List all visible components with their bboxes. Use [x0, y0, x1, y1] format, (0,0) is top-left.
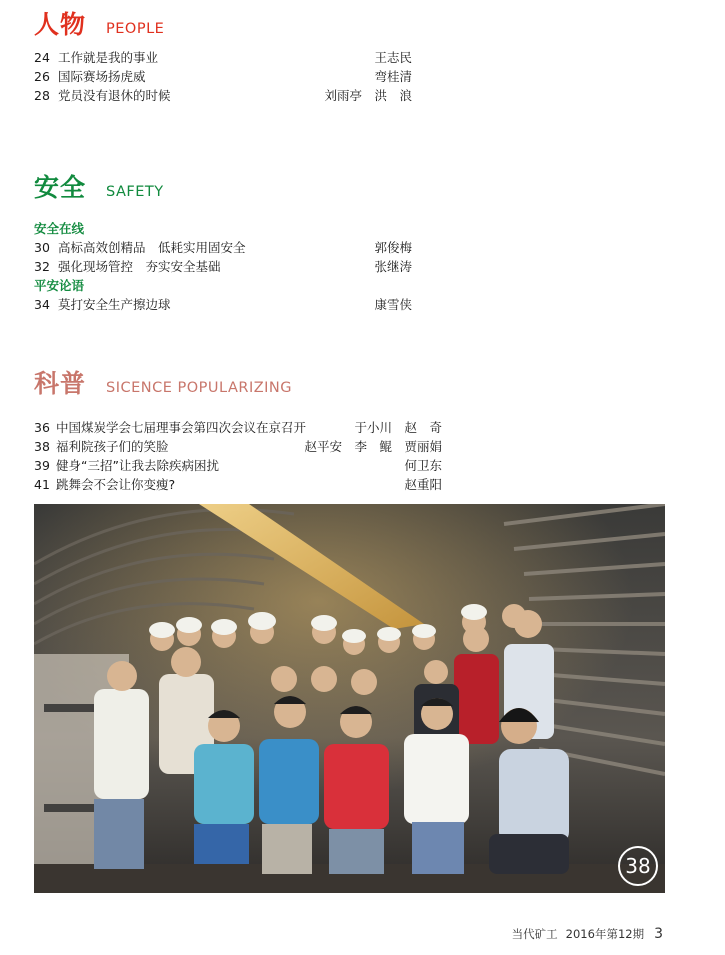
- toc-title: 福利院孩子们的笑脸: [56, 439, 169, 454]
- safety-online-toc-list: [34, 238, 412, 276]
- safety-title-en: SAFETY: [106, 184, 164, 200]
- toc-page-number: 38: [34, 439, 50, 454]
- toc-author: 赵重阳: [404, 477, 442, 492]
- toc-title: 高标高效创精品 低耗实用固安全: [58, 240, 246, 255]
- toc-entry[interactable]: [34, 418, 442, 437]
- toc-page-number: 24: [34, 50, 50, 65]
- toc-author: 赵平安 李 鲲 贾丽娟: [304, 439, 442, 454]
- toc-entry[interactable]: [34, 456, 442, 475]
- toc-author: 刘雨亭 洪 浪: [324, 88, 412, 103]
- photo-page-badge: 38: [618, 846, 658, 886]
- toc-entry[interactable]: [34, 48, 412, 67]
- footer-page-number: 3: [654, 926, 663, 942]
- people-section: [34, 5, 412, 105]
- safety-title-cn: 安全: [34, 173, 87, 202]
- science-toc-list: [34, 418, 442, 494]
- toc-page-number: 36: [34, 420, 50, 435]
- toc-author: 王志民: [374, 50, 412, 65]
- toc-author: 弯桂清: [374, 69, 412, 84]
- toc-entry[interactable]: [34, 238, 412, 257]
- people-toc-list: [34, 48, 412, 105]
- toc-title: 国际赛场扬虎威: [58, 69, 146, 84]
- toc-page-number: 41: [34, 477, 50, 492]
- toc-title: 党员没有退休的时候: [58, 88, 171, 103]
- toc-author: 康雪侠: [374, 297, 412, 312]
- science-title-cn: 科普: [34, 369, 87, 398]
- peace-talk-toc-list: [34, 295, 412, 314]
- page-footer: [512, 926, 663, 942]
- footer-issue: 2016年第12期: [565, 927, 645, 941]
- toc-author: 何卫东: [404, 458, 442, 473]
- toc-page-number: 26: [34, 69, 50, 84]
- toc-entry[interactable]: [34, 475, 442, 494]
- toc-title: 跳舞会不会让你变瘦?: [56, 477, 176, 492]
- toc-entry[interactable]: [34, 67, 412, 86]
- toc-title: 中国煤炭学会七届理事会第四次会议在京召开: [56, 420, 307, 435]
- toc-entry[interactable]: [34, 257, 412, 276]
- toc-entry[interactable]: [34, 437, 442, 456]
- toc-page-number: 34: [34, 297, 50, 312]
- people-header: [34, 5, 412, 39]
- footer-magazine-name: 当代矿工: [511, 927, 558, 941]
- science-section: [34, 364, 442, 494]
- toc-author: 于小川 赵 奇: [354, 420, 442, 435]
- toc-page-number: 39: [34, 458, 50, 473]
- people-title-cn: 人物: [34, 10, 87, 39]
- toc-title: 工作就是我的事业: [58, 50, 159, 65]
- toc-page-number: 28: [34, 88, 50, 103]
- toc-author: 张继涛: [374, 259, 412, 274]
- toc-page-number: 32: [34, 259, 50, 274]
- science-header: [34, 364, 442, 398]
- toc-title: 莫打安全生产擦边球: [58, 297, 171, 312]
- subsection-label-safety-online: 安全在线: [34, 221, 85, 236]
- toc-title: 健身“三招”让我去除疾病困扰: [56, 458, 219, 473]
- people-title-en: PEOPLE: [106, 21, 165, 37]
- science-title-en: SICENCE POPULARIZING: [106, 380, 293, 396]
- toc-page-number: 30: [34, 240, 50, 255]
- toc-entry[interactable]: [34, 86, 412, 105]
- subsection-label-peace-talk: 平安论语: [34, 278, 85, 293]
- toc-title: 强化现场管控 夯实安全基础: [58, 259, 221, 274]
- safety-header: [34, 168, 412, 202]
- safety-section: [34, 168, 412, 314]
- toc-author: 郭俊梅: [374, 240, 412, 255]
- group-photo-illustration: [34, 504, 665, 893]
- toc-entry[interactable]: [34, 295, 412, 314]
- group-photo: [34, 504, 665, 893]
